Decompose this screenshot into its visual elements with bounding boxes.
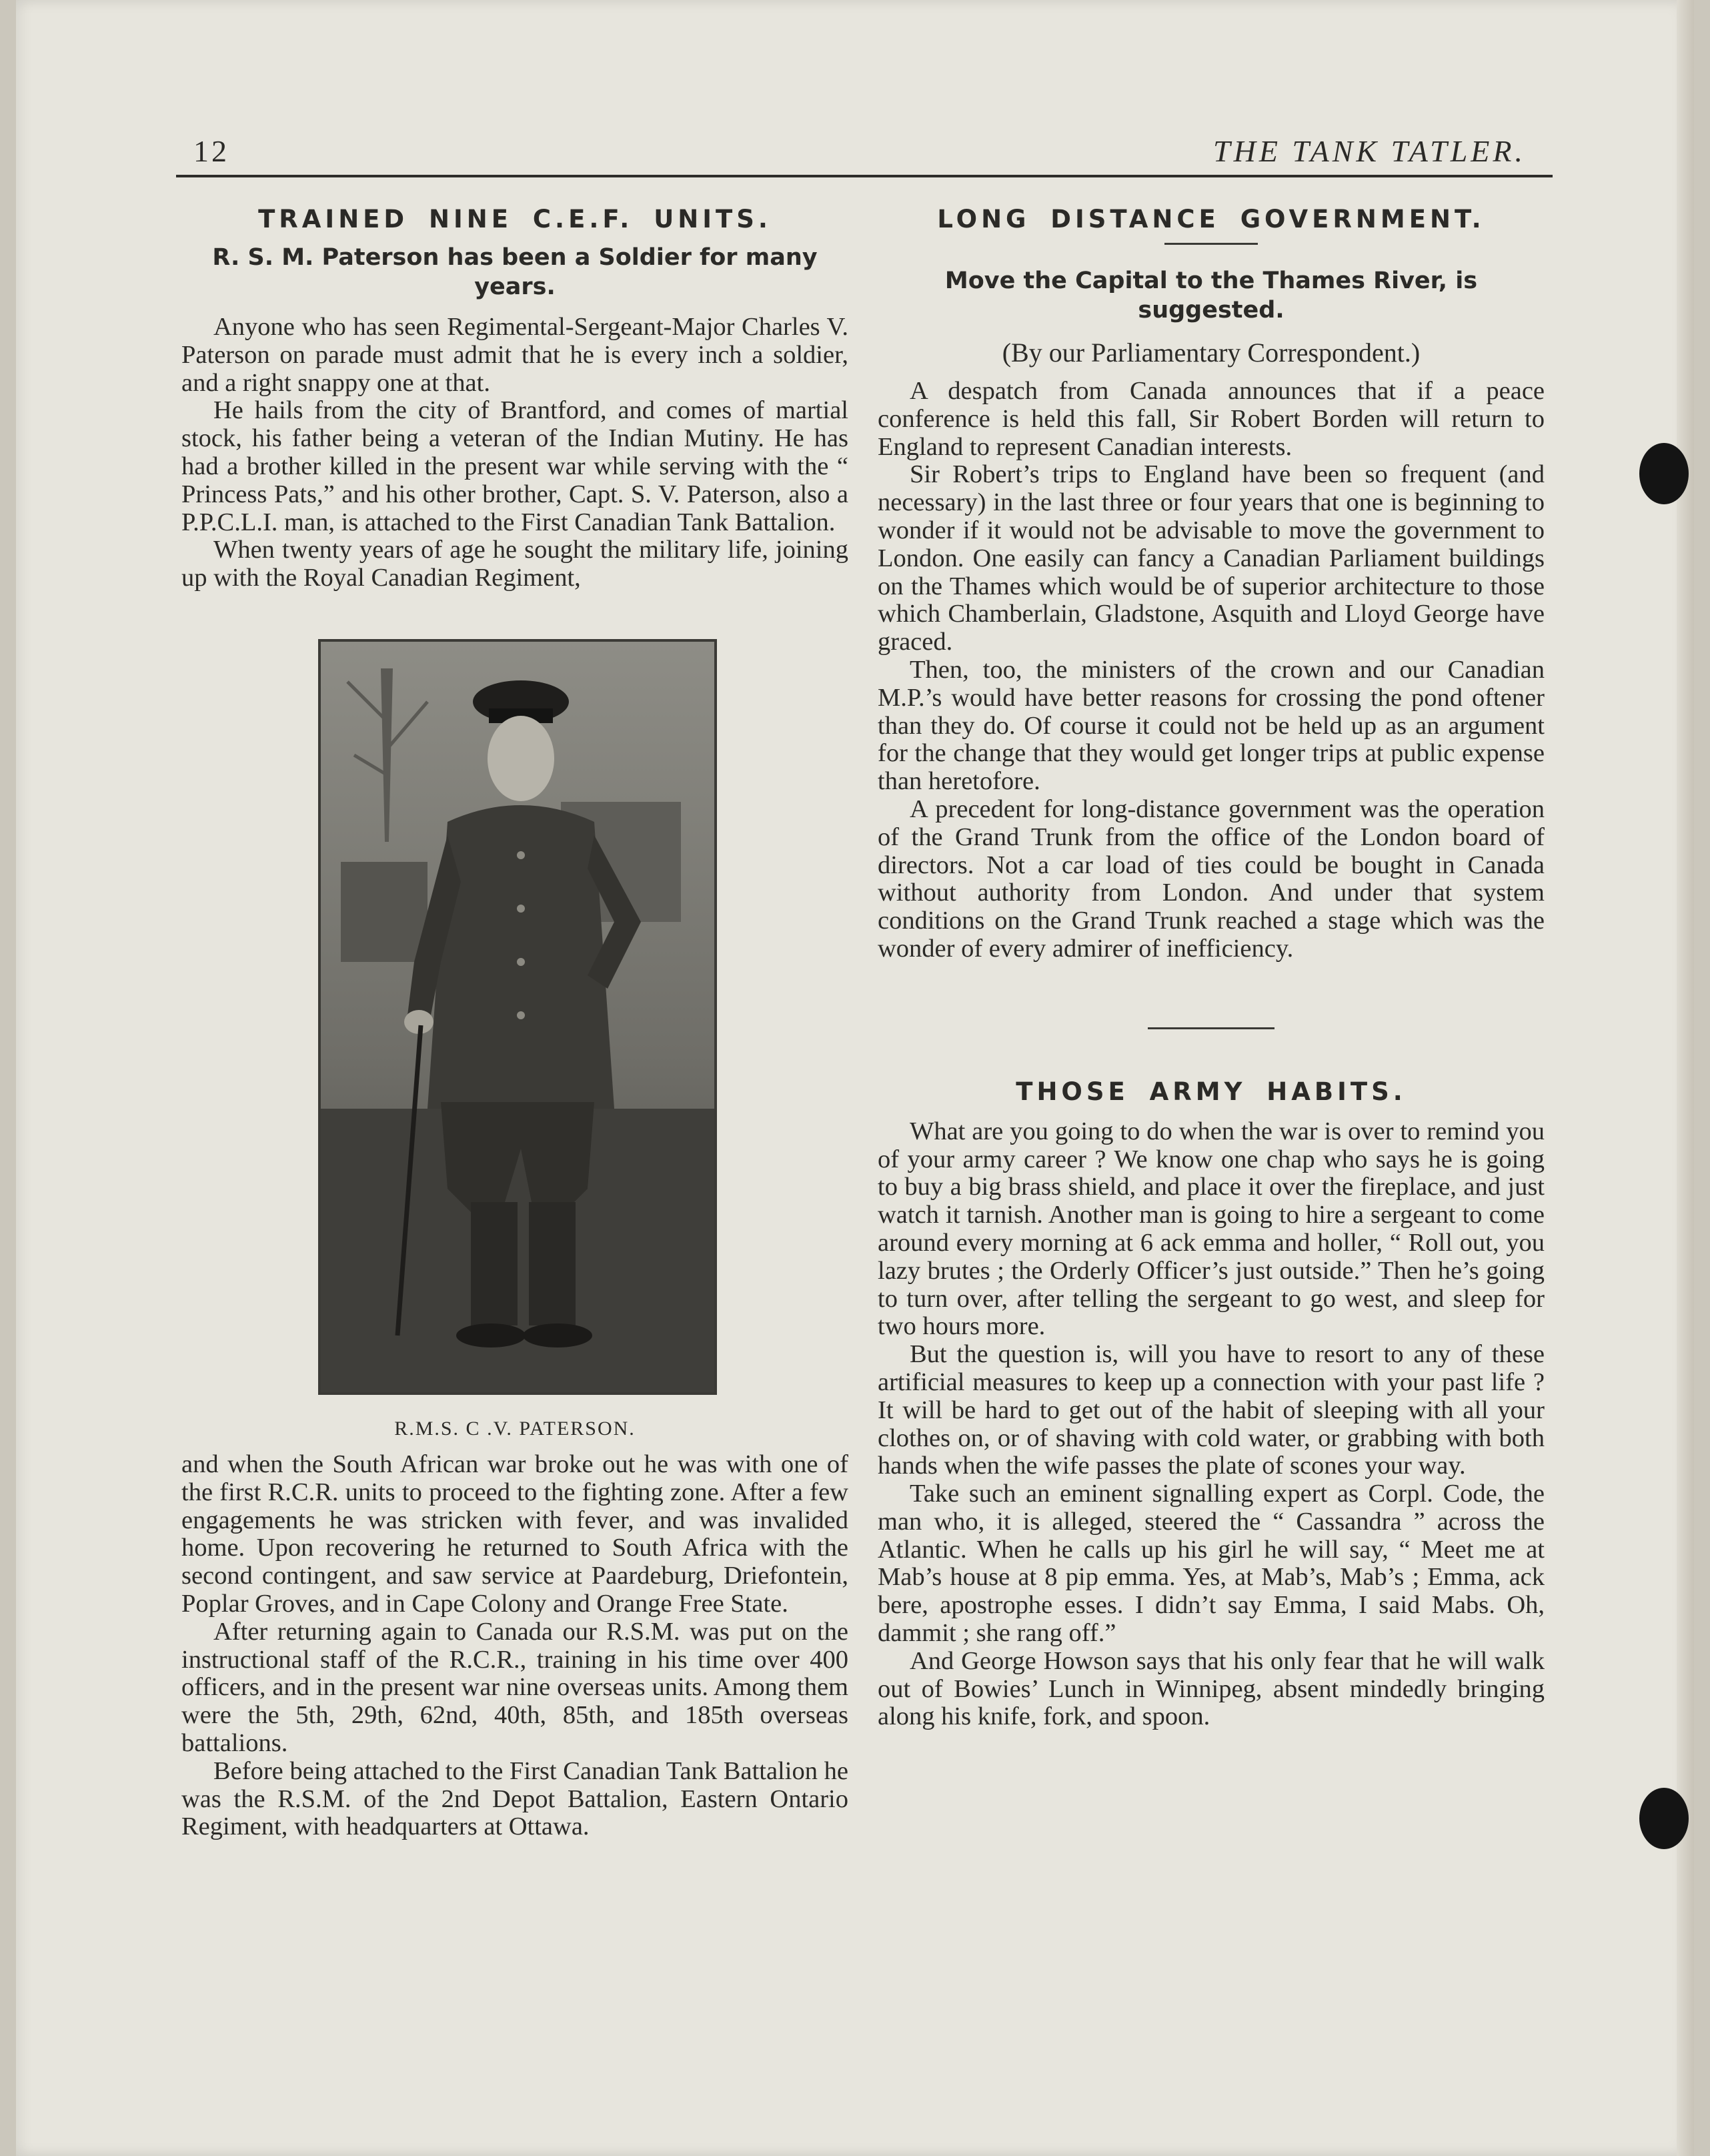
right-column bbox=[878, 197, 1545, 1731]
portrait-photo bbox=[318, 639, 717, 1395]
magazine-page bbox=[16, 0, 1694, 2156]
article-paragraph: A despatch from Canada announces that if a peace conference is held this fall, Sir Robert Borden will return to England to represent Canadian interests. bbox=[878, 377, 1545, 461]
article-paragraph: And George Howson says that his only fear that he will walk out of Bowies’ Lunch in Winnipeg, absent mindedly bringing along his knife, fork, and spoon. bbox=[878, 1646, 1545, 1731]
soldier-portrait-illustration bbox=[321, 642, 714, 1392]
article-paragraph: and when the South African war broke out he was with one of the first R.C.R. units to proceed to the fighting zone. After a few engagements he was stricken with fever, and was invalided home. Upon recovering he returned to South Africa with the second contingent, and saw service at Paardeburg, Driefontein, Poplar Groves, and in Cape Colony and Orange Free State. bbox=[181, 1450, 848, 1618]
article-paragraph: But the question is, will you have to resort to any of these artificial measures to keep up a connection with your past life ? It will be hard to get out of the habit of sleeping with all your clothes on, or of shaving with cold water, or grabbing with both hands when the wife passes the plate of scones your way. bbox=[878, 1340, 1545, 1480]
article-separator bbox=[1148, 1027, 1274, 1029]
article-paragraph: What are you going to do when the war is over to remind you of your army career ? We know one chap who says he is going to buy a big brass shield, and place it over the fireplace, and just watch it tarnish. Another man is going to hire a sergeant to come around every morning at 6 ack emma and holler, “ Roll out, you lazy brutes ; the Orderly Officer’s just outside.” Then he’s going to turn over, after telling the sergeant to go west, and sleep for two hours more. bbox=[878, 1117, 1545, 1341]
header-rule bbox=[176, 175, 1553, 177]
article-paragraph: Sir Robert’s trips to England have been so frequent (and necessary) in the last three or four years that one is beginning to wonder if it would not be advisable to move the government to London. One easily can fancy a Canadian Parliament buildings on the Thames which would be of superior architecture to those which Chamberlain, Gladstone, Asquith and Lloyd George have graced. bbox=[878, 460, 1545, 656]
left-column bbox=[181, 197, 848, 1841]
article-byline: (By our Parliamentary Correspondent.) bbox=[1002, 338, 1421, 368]
article-headline: TRAINED NINE C.E.F. UNITS. bbox=[258, 205, 772, 233]
article-paragraph: He hails from the city of Brantford, and comes of martial stock, his father being a veteran of the Indian Mutiny. He has had a brother killed in the present war while serving with the “ Princess Pats,” and his other brother, Capt. S. V. Paterson, also a P.P.C.L.I. man, is attached to the First Canadian Tank Battalion. bbox=[181, 396, 848, 536]
running-head bbox=[176, 132, 1526, 172]
headline-rule bbox=[1164, 243, 1258, 245]
page-number: 12 bbox=[193, 134, 229, 168]
article-paragraph: Take such an eminent signalling expert as Corpl. Code, the man who, it is alleged, steered the “ Cassandra ” across the Atlantic. When he calls up his girl he will say, “ Meet me at Mab’s house at 8 pip emma. Yes, at Mab’s, Mab’s ; Emma, ack bere, apostrophe esses. I didn’t say Emma, I said Mabs. Oh, dammit ; she rang off.” bbox=[878, 1480, 1545, 1648]
photo-caption: R.M.S. C .V. PATERSON. bbox=[394, 1417, 636, 1440]
article-paragraph: A precedent for long-distance government was the operation of the Grand Trunk from the office of the London board of directors. Not a car load of ties could be bought in Canada without authority from London. And under that system conditions on the Grand Trunk reached a stage which was the wonder of every admirer of inefficiency. bbox=[878, 794, 1545, 963]
article-paragraph: Then, too, the ministers of the crown and our Canadian M.P.’s would have better reasons for crossing the pond oftener than they do. Of course it could not be held up as an argument for the change that they would get longer trips at public expense than heretofore. bbox=[878, 655, 1545, 796]
article-subhead: Move the Capital to the Thames River, is suggested. bbox=[944, 267, 1478, 324]
article-paragraph: Anyone who has seen Regimental-Sergeant-Major Charles V. Paterson on parade must admit that he is every inch a soldier, and a right snappy one at that. bbox=[181, 313, 848, 397]
article-headline: THOSE ARMY HABITS. bbox=[1016, 1077, 1407, 1106]
article-paragraph: When twenty years of age he sought the military life, joining up with the Royal Canadian Regiment, bbox=[181, 536, 848, 592]
article-headline: LONG DISTANCE GOVERNMENT. bbox=[937, 205, 1485, 233]
article-paragraph: After returning again to Canada our R.S.M. was put on the instructional staff of the R.C.R., training in his time over 400 officers, and in the present war nine overseas units. Among them were the 5th, 29th, 62nd, 40th, 85th, and 185th overseas battalions. bbox=[181, 1617, 848, 1757]
article-paragraph: Before being attached to the First Canadian Tank Battalion he was the R.S.M. of the 2nd Depot Battalion, Eastern Ontario Regiment, with headquarters at Ottawa. bbox=[181, 1756, 848, 1841]
punch-hole-top bbox=[1639, 443, 1689, 504]
article-subhead: R. S. M. Paterson has been a Soldier for many years. bbox=[212, 244, 818, 300]
punch-hole-bottom bbox=[1639, 1788, 1689, 1849]
publication-title: THE TANK TATLER. bbox=[1213, 134, 1526, 168]
